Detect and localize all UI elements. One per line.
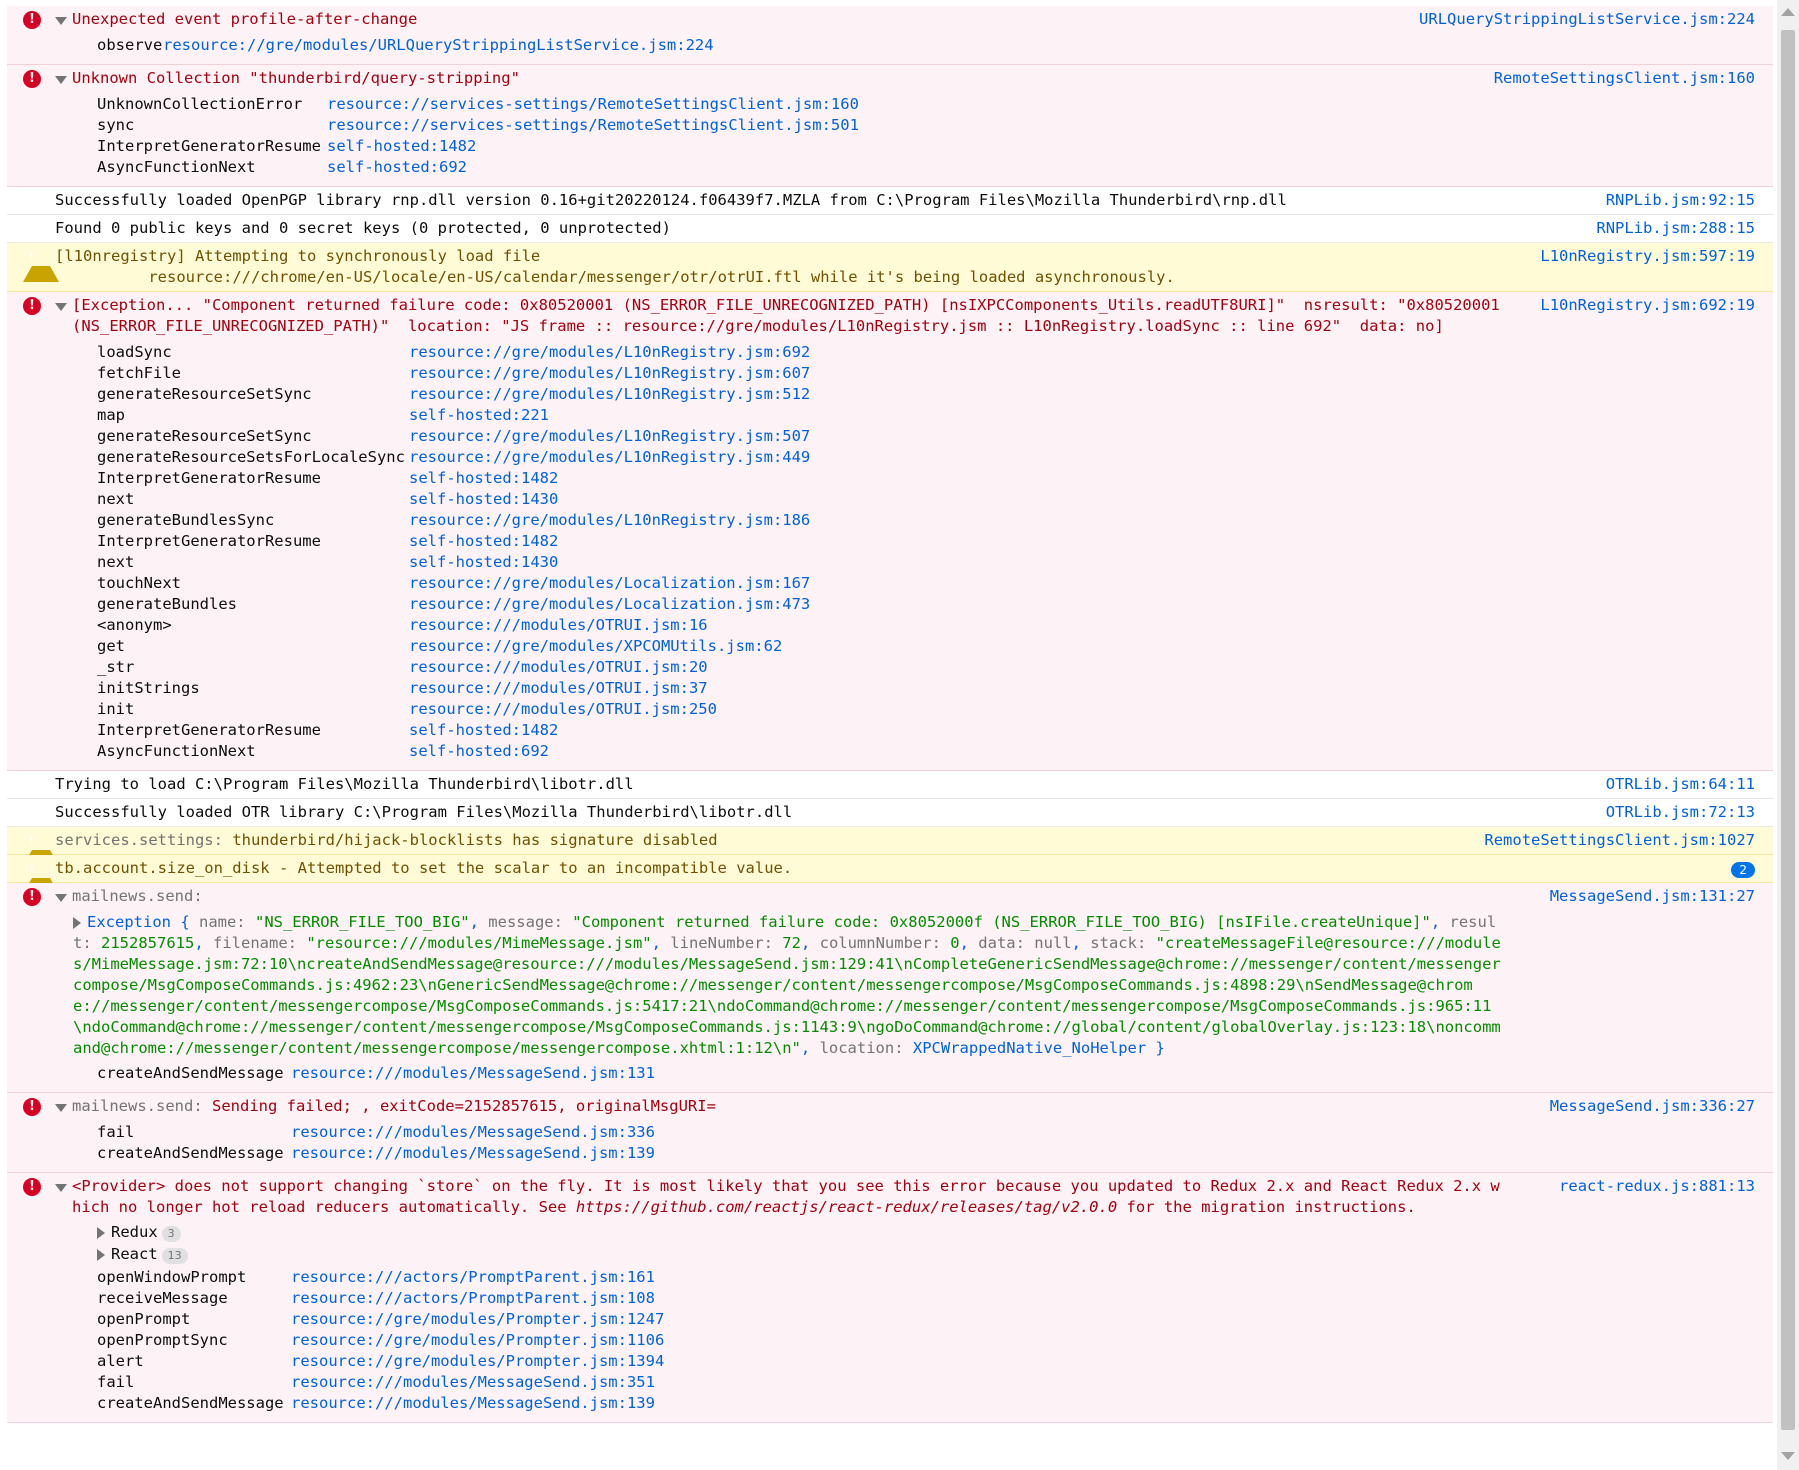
error-icon: ! [23,1178,41,1196]
frame-function: map [97,406,125,424]
exception-object[interactable] [7,910,1773,1061]
frame-function: _str [97,658,135,676]
frame-source-link[interactable]: resource:///modules/OTRUI.jsm:37 [409,679,708,697]
exception-part: , [959,934,979,952]
frame-function: generateBundlesSync [97,511,275,529]
stack-frame [97,699,1773,720]
stack-frame [97,426,1773,447]
frame-function: generateBundles [97,595,237,613]
stack-frame [97,1351,1773,1372]
exception-part: name: [198,913,255,931]
stack-frame [97,1393,1773,1414]
message-text [7,1093,1773,1120]
frame-source-link[interactable]: resource:///modules/OTRUI.jsm:250 [409,700,717,718]
frame-function: touchNext [97,574,181,592]
frame-function: observe [97,36,163,54]
frame-source-link[interactable]: self-hosted:1482 [409,469,559,487]
frame-function: alert [97,1352,144,1370]
console-message [7,883,1773,1093]
source-location-link[interactable]: RNPLib.jsm:288:15 [1596,219,1755,237]
stack-frame [97,468,1773,489]
frame-function: sync [97,116,135,134]
exception-part: result: [73,913,1497,952]
exception-part: , [800,1039,820,1057]
frame-source-link[interactable]: self-hosted:1482 [409,532,559,550]
console-message [7,771,1773,799]
scrollbar-thumb[interactable] [1781,30,1795,1430]
frame-source-link[interactable]: resource:///modules/MessageSend.jsm:351 [291,1373,655,1391]
expand-toggle-icon[interactable] [55,76,67,84]
frame-function: next [97,553,135,571]
source-location-link[interactable]: RemoteSettingsClient.jsm:1027 [1484,831,1755,849]
group-name: Redux [111,1223,158,1241]
exception-part: 72 [782,934,801,952]
stack-frame [97,657,1773,678]
message-text [7,1173,1773,1221]
frame-function: createAndSendMessage [97,1064,284,1082]
frame-source-link[interactable]: self-hosted:221 [409,406,549,424]
error-icon: ! [23,297,41,315]
frame-source-link[interactable]: resource://gre/modules/Localization.jsm:167 [409,574,811,592]
message-text [7,215,1773,242]
frame-function: next [97,490,135,508]
frame-function: generateResourceSetSync [97,385,312,403]
exception-part: , [194,934,213,952]
message-prefix: mailnews.send: [72,887,203,905]
stack-group[interactable] [7,1243,1773,1265]
frame-function: get [97,637,125,655]
exception-part: , [800,934,820,952]
stack-frame [97,157,1773,178]
stack-trace [7,340,1773,770]
frame-source-link[interactable]: self-hosted:1482 [409,721,559,739]
frame-function: fail [97,1373,135,1391]
expand-toggle-icon[interactable] [55,1184,67,1192]
error-icon: ! [23,888,41,906]
stack-trace [7,1265,1773,1422]
stack-frame [97,1063,1773,1084]
expand-group-icon[interactable] [97,1249,105,1261]
source-location-link[interactable]: MessageSend.jsm:336:27 [1549,1097,1755,1115]
stack-frame [97,636,1773,657]
console-message [7,292,1773,771]
message-body: Sending failed; , exitCode=2152857615, originalMsgURI= [202,1097,716,1115]
stack-frame [97,741,1773,762]
exception-part: , [469,913,489,931]
frame-function: fail [97,1123,135,1141]
message-body: Successfully loaded OpenPGP library rnp.dll version 0.16+git20220124.f06439f7.MZLA from C:\Program Files\Mozilla Thunderbird\rnp.dll [55,191,1287,209]
message-body: Found 0 public keys and 0 secret keys (0 protected, 0 unprotected) [55,219,671,237]
exception-part: "NS_ERROR_FILE_TOO_BIG" [254,913,470,931]
frame-source-link[interactable]: self-hosted:1482 [327,137,477,155]
message-body: Unexpected event profile-after-change [72,10,418,28]
console-message [7,187,1773,215]
frame-source-link[interactable]: resource:///modules/OTRUI.jsm:16 [409,616,708,634]
frame-source-link[interactable]: resource://gre/modules/Prompter.jsm:1394 [291,1352,665,1370]
message-text [7,187,1773,214]
message-body: [l10nregistry] Attempting to synchronously load file resource:///chrome/en-US/locale/en-US/calendar/messenger/otr/otrUI.ftl while it's being loaded asynchronously. [55,247,1175,286]
group-name: React [111,1245,158,1263]
message-text [7,292,1773,340]
message-text [7,771,1773,798]
frame-function: fetchFile [97,364,181,382]
frame-function: createAndSendMessage [97,1144,284,1162]
frame-function: AsyncFunctionNext [97,742,256,760]
stack-trace [7,1120,1773,1172]
message-body: [Exception... "Component returned failure code: 0x80520001 (NS_ERROR_FILE_UNRECOGNIZED_PATH) [nsIXPCComponents_Utils.readUTF8URI]" nsresult: "0x80520001 (NS_ERROR_FILE_UNRECOGNIZED_PATH)" location: "JS frame :: resource://gre/modules/L10nRegistry.jsm :: L10nRegistry.loadSync :: line 692" data: no] [72,296,1510,335]
console-message [7,855,1773,883]
frame-source-link[interactable]: resource:///modules/MessageSend.jsm:139 [291,1394,655,1412]
stack-frame [97,1267,1773,1288]
frame-source-link[interactable]: resource://gre/modules/Prompter.jsm:1106 [291,1331,665,1349]
stack-frame [97,1143,1773,1164]
frame-source-link[interactable]: resource://services-settings/RemoteSettingsClient.jsm:160 [327,95,859,113]
console-message [7,799,1773,827]
frame-source-link[interactable]: resource://gre/modules/L10nRegistry.jsm:186 [409,511,811,529]
exception-part: null [1034,934,1072,952]
exception-part: "createMessageFile@resource:///modules/MimeMessage.jsm:72:10\ncreateAndSendMessage@resource:///modules/MessageSend.jsm:129:41\nCompleteGenericSendMessage@chrome://messenger/content/messengercompose/MsgComposeCommands.js:4962:23\nGenericSendMessage@chrome://messenger/content/messengercompose/MsgComposeCommands.js:4898:29\nSendMessage@chrome://messenger/content/messengercompose/MsgComposeCommands.js:5417:21\ndoCommand@chrome://messenger/content/messengercompose/MsgComposeCommands.js:965:11\ndoCommand@chrome://messenger/content/messengercompose/MsgComposeCommands.js:1143:9\ngoDoCommand@chrome://global/content/globalOverlay.js:123:18\noncommand@chrome://messenger/content/messengercompose/messengercompose.xhtml:1:12\n" [73,934,1501,1057]
frame-source-link[interactable]: resource://gre/modules/Prompter.jsm:1247 [291,1310,665,1328]
frame-source-link[interactable]: resource://gre/modules/Localization.jsm:473 [409,595,811,613]
source-location-link[interactable]: URLQueryStrippingListService.jsm:224 [1419,10,1755,28]
frame-function: <anonym> [97,616,172,634]
frame-function: InterpretGeneratorResume [97,532,321,550]
frame-source-link[interactable]: resource://gre/modules/L10nRegistry.jsm:607 [409,364,811,382]
stack-frame [97,1288,1773,1309]
exception-part: } [1146,1039,1165,1057]
stack-frame [97,531,1773,552]
stack-frame [97,594,1773,615]
message-text [7,883,1773,910]
group-count-badge: 3 [162,1226,181,1242]
exception-part: 0 [950,934,960,952]
message-text [7,243,1773,291]
frame-source-link[interactable]: self-hosted:1430 [409,553,559,571]
stack-frame [97,384,1773,405]
frame-source-link[interactable]: resource://services-settings/RemoteSettingsClient.jsm:501 [327,116,859,134]
error-icon: ! [23,11,41,29]
stack-frame [97,1372,1773,1393]
stack-trace [7,1061,1773,1092]
frame-source-link[interactable]: resource://gre/modules/L10nRegistry.jsm:507 [409,427,811,445]
frame-source-link[interactable]: resource://gre/modules/XPCOMUtils.jsm:62 [409,637,783,655]
exception-part: data: [978,934,1035,952]
stack-frame [97,35,1773,56]
source-location-link[interactable]: RemoteSettingsClient.jsm:160 [1493,69,1755,87]
scroll-down-arrow-icon[interactable] [1781,1452,1795,1460]
error-icon: ! [23,1098,41,1116]
exception-part: location: [819,1039,913,1057]
stack-frame [97,573,1773,594]
frame-function: openWindowPrompt [97,1268,247,1286]
expand-group-icon[interactable] [97,1227,105,1239]
console-message [7,827,1773,855]
message-body: tb.account.size_on_disk - Attempted to set the scalar to an incompatible value. [55,859,793,877]
source-location-link[interactable]: RNPLib.jsm:92:15 [1605,191,1755,209]
console-message [7,1093,1773,1173]
frame-function: receiveMessage [97,1289,228,1307]
repeat-count-badge: 2 [1731,862,1755,878]
console-message [7,1173,1773,1423]
stack-frame [97,342,1773,363]
stack-trace [7,33,1773,64]
source-location-link[interactable]: OTRLib.jsm:64:11 [1605,775,1755,793]
console-output [7,6,1773,1423]
message-text [7,799,1773,826]
frame-source-link[interactable]: resource:///modules/MessageSend.jsm:131 [291,1064,655,1082]
frame-source-link[interactable]: resource:///modules/MessageSend.jsm:139 [291,1144,655,1162]
message-body: <Provider> does not support changing `store` on the fly. It is most likely that you see this error because you updated to Redux 2.x and React Redux 2.x which no longer hot reload reducers automatically. See [72,1177,1500,1216]
frame-function: createAndSendMessage [97,1394,284,1412]
expand-object-icon[interactable] [73,917,81,929]
message-link[interactable]: https://github.com/reactjs/react-redux/releases/tag/v2.0.0 [575,1198,1118,1216]
frame-source-link[interactable]: resource://gre/modules/L10nRegistry.jsm:692 [409,343,811,361]
frame-function: loadSync [97,343,172,361]
frame-source-link[interactable]: self-hosted:1430 [409,490,559,508]
expand-toggle-icon[interactable] [55,894,67,902]
source-location-link[interactable]: react-redux.js:881:13 [1559,1177,1755,1195]
exception-part: , [1430,913,1450,931]
frame-function: init [97,700,135,718]
exception-part: Exception { [87,913,199,931]
console-message [7,6,1773,65]
stack-frame [97,447,1773,468]
stack-frame [97,94,1773,115]
message-body: Successfully loaded OTR library C:\Program Files\Mozilla Thunderbird\libotr.dll [55,803,793,821]
stack-frame [97,552,1773,573]
exception-part: filename: [213,934,307,952]
message-prefix: services.settings: [55,831,223,849]
console-message [7,215,1773,243]
exception-part: "resource:///modules/MimeMessage.jsm" [306,934,652,952]
message-prefix: mailnews.send: [72,1097,203,1115]
stack-frame [97,136,1773,157]
scroll-up-arrow-icon[interactable] [1781,8,1795,16]
message-body: Unknown Collection "thunderbird/query-stripping" [72,69,520,87]
stack-frame [97,1122,1773,1143]
frame-source-link[interactable]: resource://gre/modules/L10nRegistry.jsm:449 [409,448,811,466]
stack-frame [97,405,1773,426]
frame-function: AsyncFunctionNext [97,158,256,176]
exception-part: XPCWrappedNative_NoHelper [912,1039,1147,1057]
exception-part: message: [488,913,573,931]
frame-function: InterpretGeneratorResume [97,469,321,487]
exception-part: columnNumber: [819,934,951,952]
message-body-after: for the migration instructions. [1117,1198,1416,1216]
frame-source-link[interactable]: resource:///actors/PromptParent.jsm:108 [291,1289,655,1307]
frame-function: InterpretGeneratorResume [97,721,321,739]
frame-source-link[interactable]: resource:///actors/PromptParent.jsm:161 [291,1268,655,1286]
frame-source-link[interactable]: self-hosted:692 [409,742,549,760]
message-text [7,855,1773,882]
exception-part: 2152857615 [101,934,195,952]
frame-function: generateResourceSetSync [97,427,312,445]
source-location-link[interactable]: L10nRegistry.jsm:692:19 [1540,296,1755,314]
stack-frame [97,678,1773,699]
exception-part: stack: [1090,934,1156,952]
source-location-link[interactable]: MessageSend.jsm:131:27 [1549,887,1755,905]
stack-frame [97,1330,1773,1351]
frame-source-link[interactable]: resource://gre/modules/L10nRegistry.jsm:512 [409,385,811,403]
frame-source-link[interactable]: resource:///modules/OTRUI.jsm:20 [409,658,708,676]
stack-frame [97,720,1773,741]
warning-icon [23,248,59,282]
frame-function: openPrompt [97,1310,191,1328]
stack-frame [97,1309,1773,1330]
console-message [7,65,1773,187]
source-location-link[interactable]: L10nRegistry.jsm:597:19 [1540,247,1755,265]
expand-toggle-icon[interactable] [55,303,67,311]
group-count-badge: 13 [162,1248,188,1264]
expand-toggle-icon[interactable] [55,17,67,25]
message-body: thunderbird/hijack-blocklists has signature disabled [222,831,718,849]
stack-frame [97,615,1773,636]
source-location-link[interactable]: OTRLib.jsm:72:13 [1605,803,1755,821]
exception-part: lineNumber: [670,934,783,952]
stack-frame [97,363,1773,384]
expand-toggle-icon[interactable] [55,1104,67,1112]
frame-function: UnknownCollectionError [97,95,303,113]
stack-frame [97,115,1773,136]
frame-function: initStrings [97,679,200,697]
frame-function: openPromptSync [97,1331,228,1349]
stack-frame [97,489,1773,510]
exception-part: "Component returned failure code: 0x8052000f (NS_ERROR_FILE_TOO_BIG) [nsIFile.createUnique]" [572,913,1431,931]
frame-source-link[interactable]: resource://gre/modules/URLQueryStrippingListService.jsm:224 [163,36,714,54]
exception-part: , [1071,934,1091,952]
stack-group[interactable] [7,1221,1773,1243]
frame-source-link[interactable]: resource:///modules/MessageSend.jsm:336 [291,1123,655,1141]
frame-source-link[interactable]: self-hosted:692 [327,158,467,176]
frame-function: InterpretGeneratorResume [97,137,321,155]
stack-frame [97,510,1773,531]
exception-part: , [651,934,671,952]
frame-function: generateResourceSetsForLocaleSync [97,448,405,466]
stack-trace [7,92,1773,186]
console-message [7,243,1773,292]
message-body: Trying to load C:\Program Files\Mozilla Thunderbird\libotr.dll [55,775,634,793]
error-icon: ! [23,70,41,88]
